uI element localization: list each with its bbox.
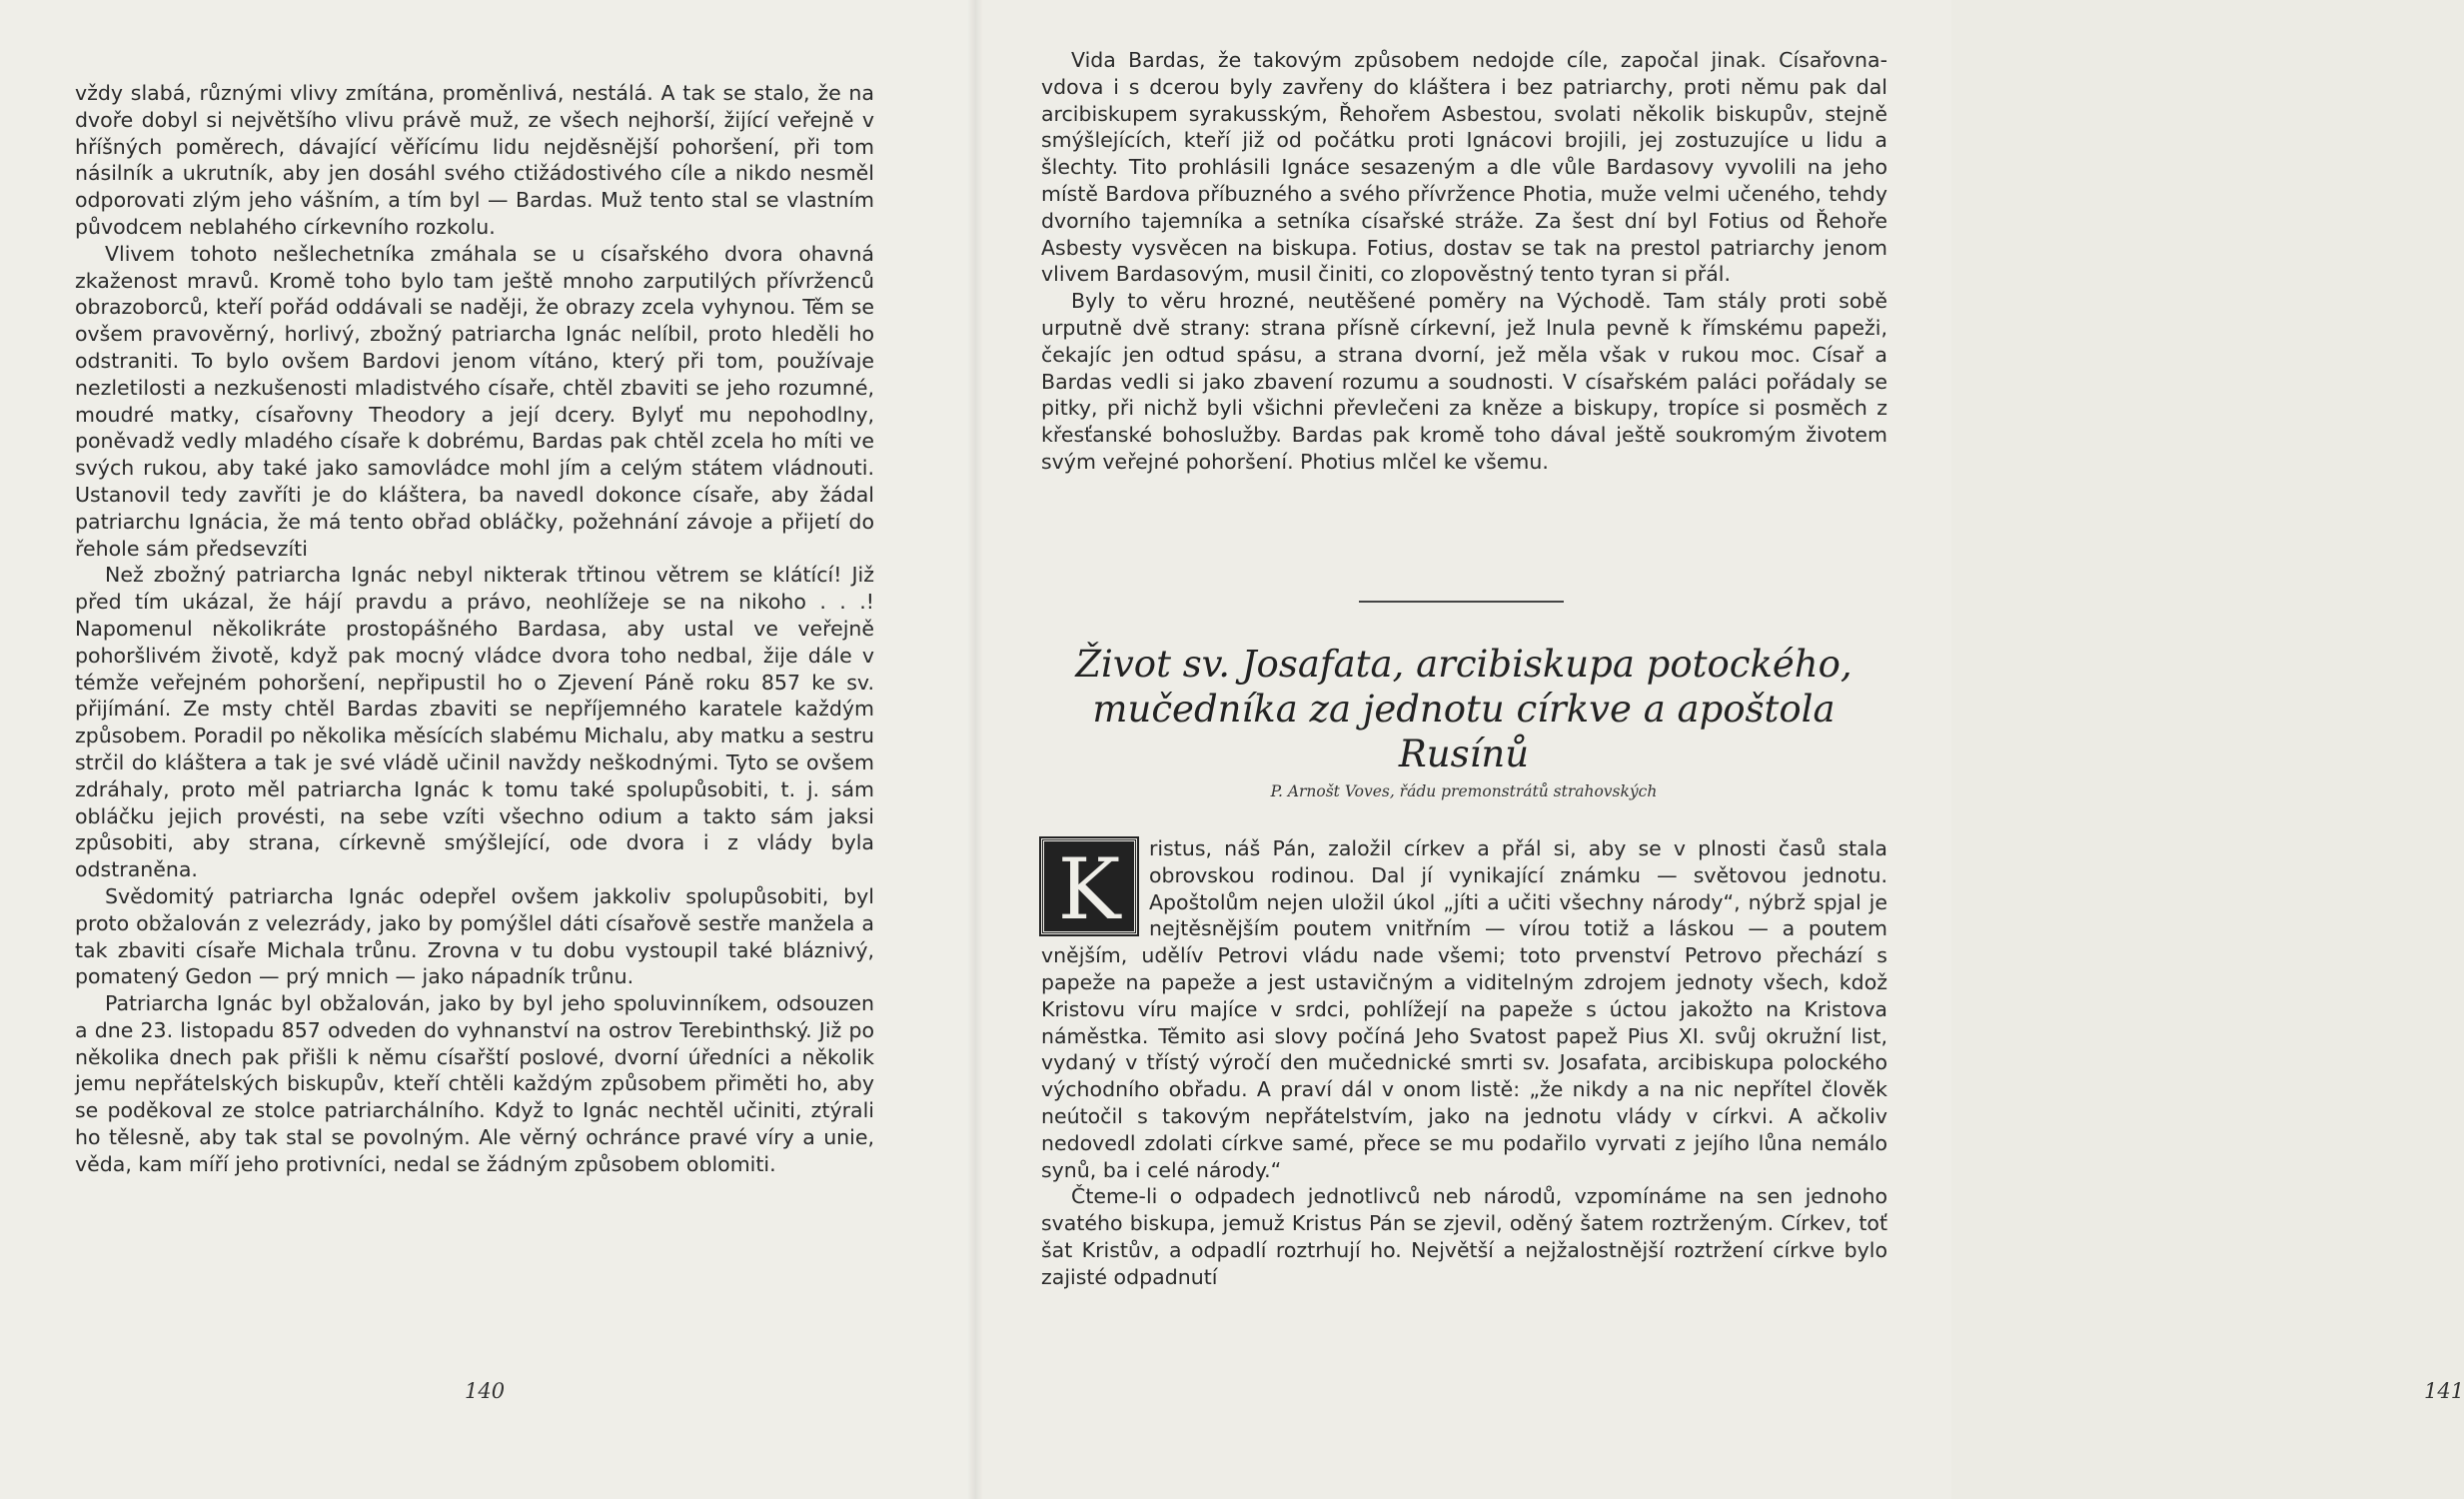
- right-top-text-column: [1041, 47, 1887, 476]
- left-page-number: 140: [465, 1379, 506, 1403]
- left-paragraph-2: Vlivem tohoto nešlechetníka zmáhala se u císařského dvora ohavná zkaženost mravů. Kromě toho bylo tam ještě mnoho zarputilých přívrženců obrazoborců, kteří pořád oddávali se naději, že obrazy zcela vyhynou. Těm se ovšem pravověrný, horlivý, zbožný patriarcha Ignác nelíbil, proto hleděli ho odstraniti. To bylo ovšem Bardovi jenom vítáno, který při tom, používaje nezletilosti a nezkušenosti mladistvého císaře, chtěl zbaviti se jeho rozumné, moudré matky, císařovny Theodory a její dcery. Bylyť mu nepohodlny, poněvadž vedly mladého císaře k dobrému, Bardas pak chtěl zcela ho míti ve svých rukou, aby také jako samovládce mohl jím a celým státem vládnouti. Ustanovil tedy zavříti je do kláštera, ba navedl dokonce císaře, aby žádal patriarchu Ignácia, že má tento obřad obláčky, požehnání závoje a přijetí do řehole sám předsevzíti: [75, 241, 874, 561]
- article-byline: P. Arnošt Voves, řádu premonstrátů strahovských: [1270, 782, 1658, 800]
- right-paragraph-2: Byly to věru hrozné, neutěšené poměry na Východě. Tam stály proti sobě urputně dvě strany: strana přísně církevní, jež lnula pevně k římskému papeži, čekajíc jen odtud spásu, a strana dvorní, jež měla však v rukou moc. Císař a Bardas vedli si jako zbavení rozumu a soudnosti. V císařském paláci pořádaly se pitky, při nichž byli všichni převlečeni za kněze a biskupy, tropíce si posměch z křesťanské bohoslužby. Bardas pak kromě toho dával ještě soukromým životem svým veřejné pohoršení. Photius mlčel ke všemu.: [1041, 289, 1887, 474]
- article-paragraph-2: Čteme-li o odpadech jednotlivců neb národů, vzpomínáme na sen jednoho svatého biskupa, jemuž Kristus Pán se zjevil, oděný šatem roztrženým. Církev, toť šat Kristův, a odpadlí roztrhují ho. Největší a nejžalostnější roztržení církve bylo zajisté odpadnutí: [1041, 1184, 1887, 1289]
- article-paragraph-1: [1041, 835, 1887, 1183]
- section-separator: [1359, 601, 1564, 603]
- left-page: [0, 0, 975, 1499]
- left-paragraph-3: Než zbožný patriarcha Ignác nebyl nikterak třtinou větrem se klátící! Již před tím ukázal, že hájí pravdu a právo, neohlížeje se na nikoho . . .! Napomenul několikráte prostopášného Bardasa, aby ustal ve veřejně pohoršlivém životě, když pak mocný vládce dvora toho nedbal, žije dále v témže veřejném pohoršení, nepřipustil ho o Zjevení Páně roku 857 ke sv. přijímání. Ze msty chtěl Bardas zbaviti se nepříjemného karatele každým způsobem. Poradil po několika měsících slabému Michalu, aby matku a sestru strčil do kláštera a tak je své vládě učinil navždy neškodnými. Tyto se ovšem zdráhaly, proto měl patriarcha Ignác k tomu také spolupůsobiti, t. j. sám obláčku jejich provésti, na sebe vzíti všechno odium a takto sám jaksi způsobiti, aby strana, církevně smýšlející, ode dvora i z vlády byla odstraněna.: [75, 563, 874, 882]
- article-paragraph-1-text: ristus, náš Pán, založil církev a přál si, aby se v plnosti časů stala obrovskou rodinou. Dal jí vynikající známku — světovou jednotu. Apoštolům nejen uložil úkol „jíti a učiti všechny národy“, nýbrž spjal je nejtěsnějším poutem vnitřním — vírou totiž a láskou — a poutem vnějším, udělív Petrovi vládu nade všemi; toto prvenství Petrovo přechází s papeže na papeže a jest ustavičným a viditelným zdrojem jednoty všech, kdož Kristovu víru majíce v srdci, pohlížejí na papeže s úctou jakožto na Kristova náměstka. Těmito asi slovy počíná Jeho Svatost papež Pius XI. svůj okružní list, vydaný v třístý výročí den mučednické smrti sv. Josafata, arcibiskupa polockého východního obřadu. A praví dál v onom listě: „že nikdy a na nic nepřítel člověk neútočil s takovým nepřátelstvím, jako na jednotu vlády v církvi. A ačkoliv nedovedl zdolati církve samé, přece se mu podařilo vyrvati z jejího lůna nemálo synů, ba i celé národy.“: [1041, 836, 1887, 1182]
- article-body: [1041, 835, 1887, 1291]
- drop-cap-letter: K: [1041, 838, 1137, 934]
- left-paragraph-5: Patriarcha Ignác byl obžalován, jako by byl jeho spoluvinníkem, odsouzen a dne 23. listopadu 857 odveden do vyhnanství na ostrov Terebinthský. Již po několika dnech pak přišli k němu císařští poslové, dvorní úředníci a několik jemu nepřátelských biskupův, kteří chtěli každým způsobem přiměti ho, aby se poděkoval ze stolce patriarchálního. Když to Ignác nechtěl učiniti, ztýrali ho tělesně, aby tak stal se povolným. Ale věrný ochránce pravé víry a unie, věda, kam míří jeho protivníci, nedal se žádným způsobem oblomiti.: [75, 991, 874, 1176]
- left-text-column: [75, 80, 874, 1178]
- left-paragraph-1: vždy slabá, různými vlivy zmítána, proměnlivá, nestálá. A tak se stalo, že na dvoře dobyl si největšího vlivu právě muž, ze všech nejhorší, žijící veřejně v hříšných poměrech, dávající věřícímu lidu nejděsnější pohoršení, při tom násilník a ukrutník, aby jen dosáhl svého ctižádostivého cíle a nikdo nesměl odporovati zlým jeho vášním, a tím byl — Bardas. Muž tento stal se vlastním původcem neblahého církevního rozkolu.: [75, 81, 874, 239]
- book-gutter: [967, 0, 983, 1499]
- right-paragraph-1: Vida Bardas, že takovým způsobem nedojde cíle, započal jinak. Císařovna-vdova i s dcerou byly zavřeny do kláštera i bez patriarchy, proti němu pak dal arcibiskupem syrakusským, Řehořem Asbestou, svolati několik biskupův, stejně smýšlejících, kteří již od počátku proti Ignácovi brojili, jej zostuzujíce u lidu a šlechty. Tito prohlásili Ignáce sesazeným a dle vůle Bardasovy vyvolili na jeho místě Bardova příbuzného a svého přívržence Photia, muže velmi učeného, tehdy dvorního tajemníka a setníka císařské stráže. Za šest dní byl Fotius od Řehoře Asbesty vysvěcen na biskupa. Fotius, dostav se tak na prestol patriarchy jenom vlivem Bardasovým, musil činiti, co zlopověstný tento tyran si přál.: [1041, 48, 1887, 287]
- left-paragraph-4: Svědomitý patriarcha Ignác odepřel ovšem jakkoliv spolupůsobiti, byl proto obžalován z velezrády, jako by pomýšlel dáti císařově sestře manžela a tak zbaviti císaře Michala trůnu. Zrovna v tu dobu vystoupil také bláznivý, pomatený Gedon — prý mnich — jako nápadník trůnu.: [75, 883, 874, 989]
- right-page-number: 141: [2424, 1379, 2464, 1403]
- article-title: Život sv. Josafata, arcibiskupa potockého, mučedníka za jednotu církve a apoštola Rusínů: [1075, 643, 1852, 775]
